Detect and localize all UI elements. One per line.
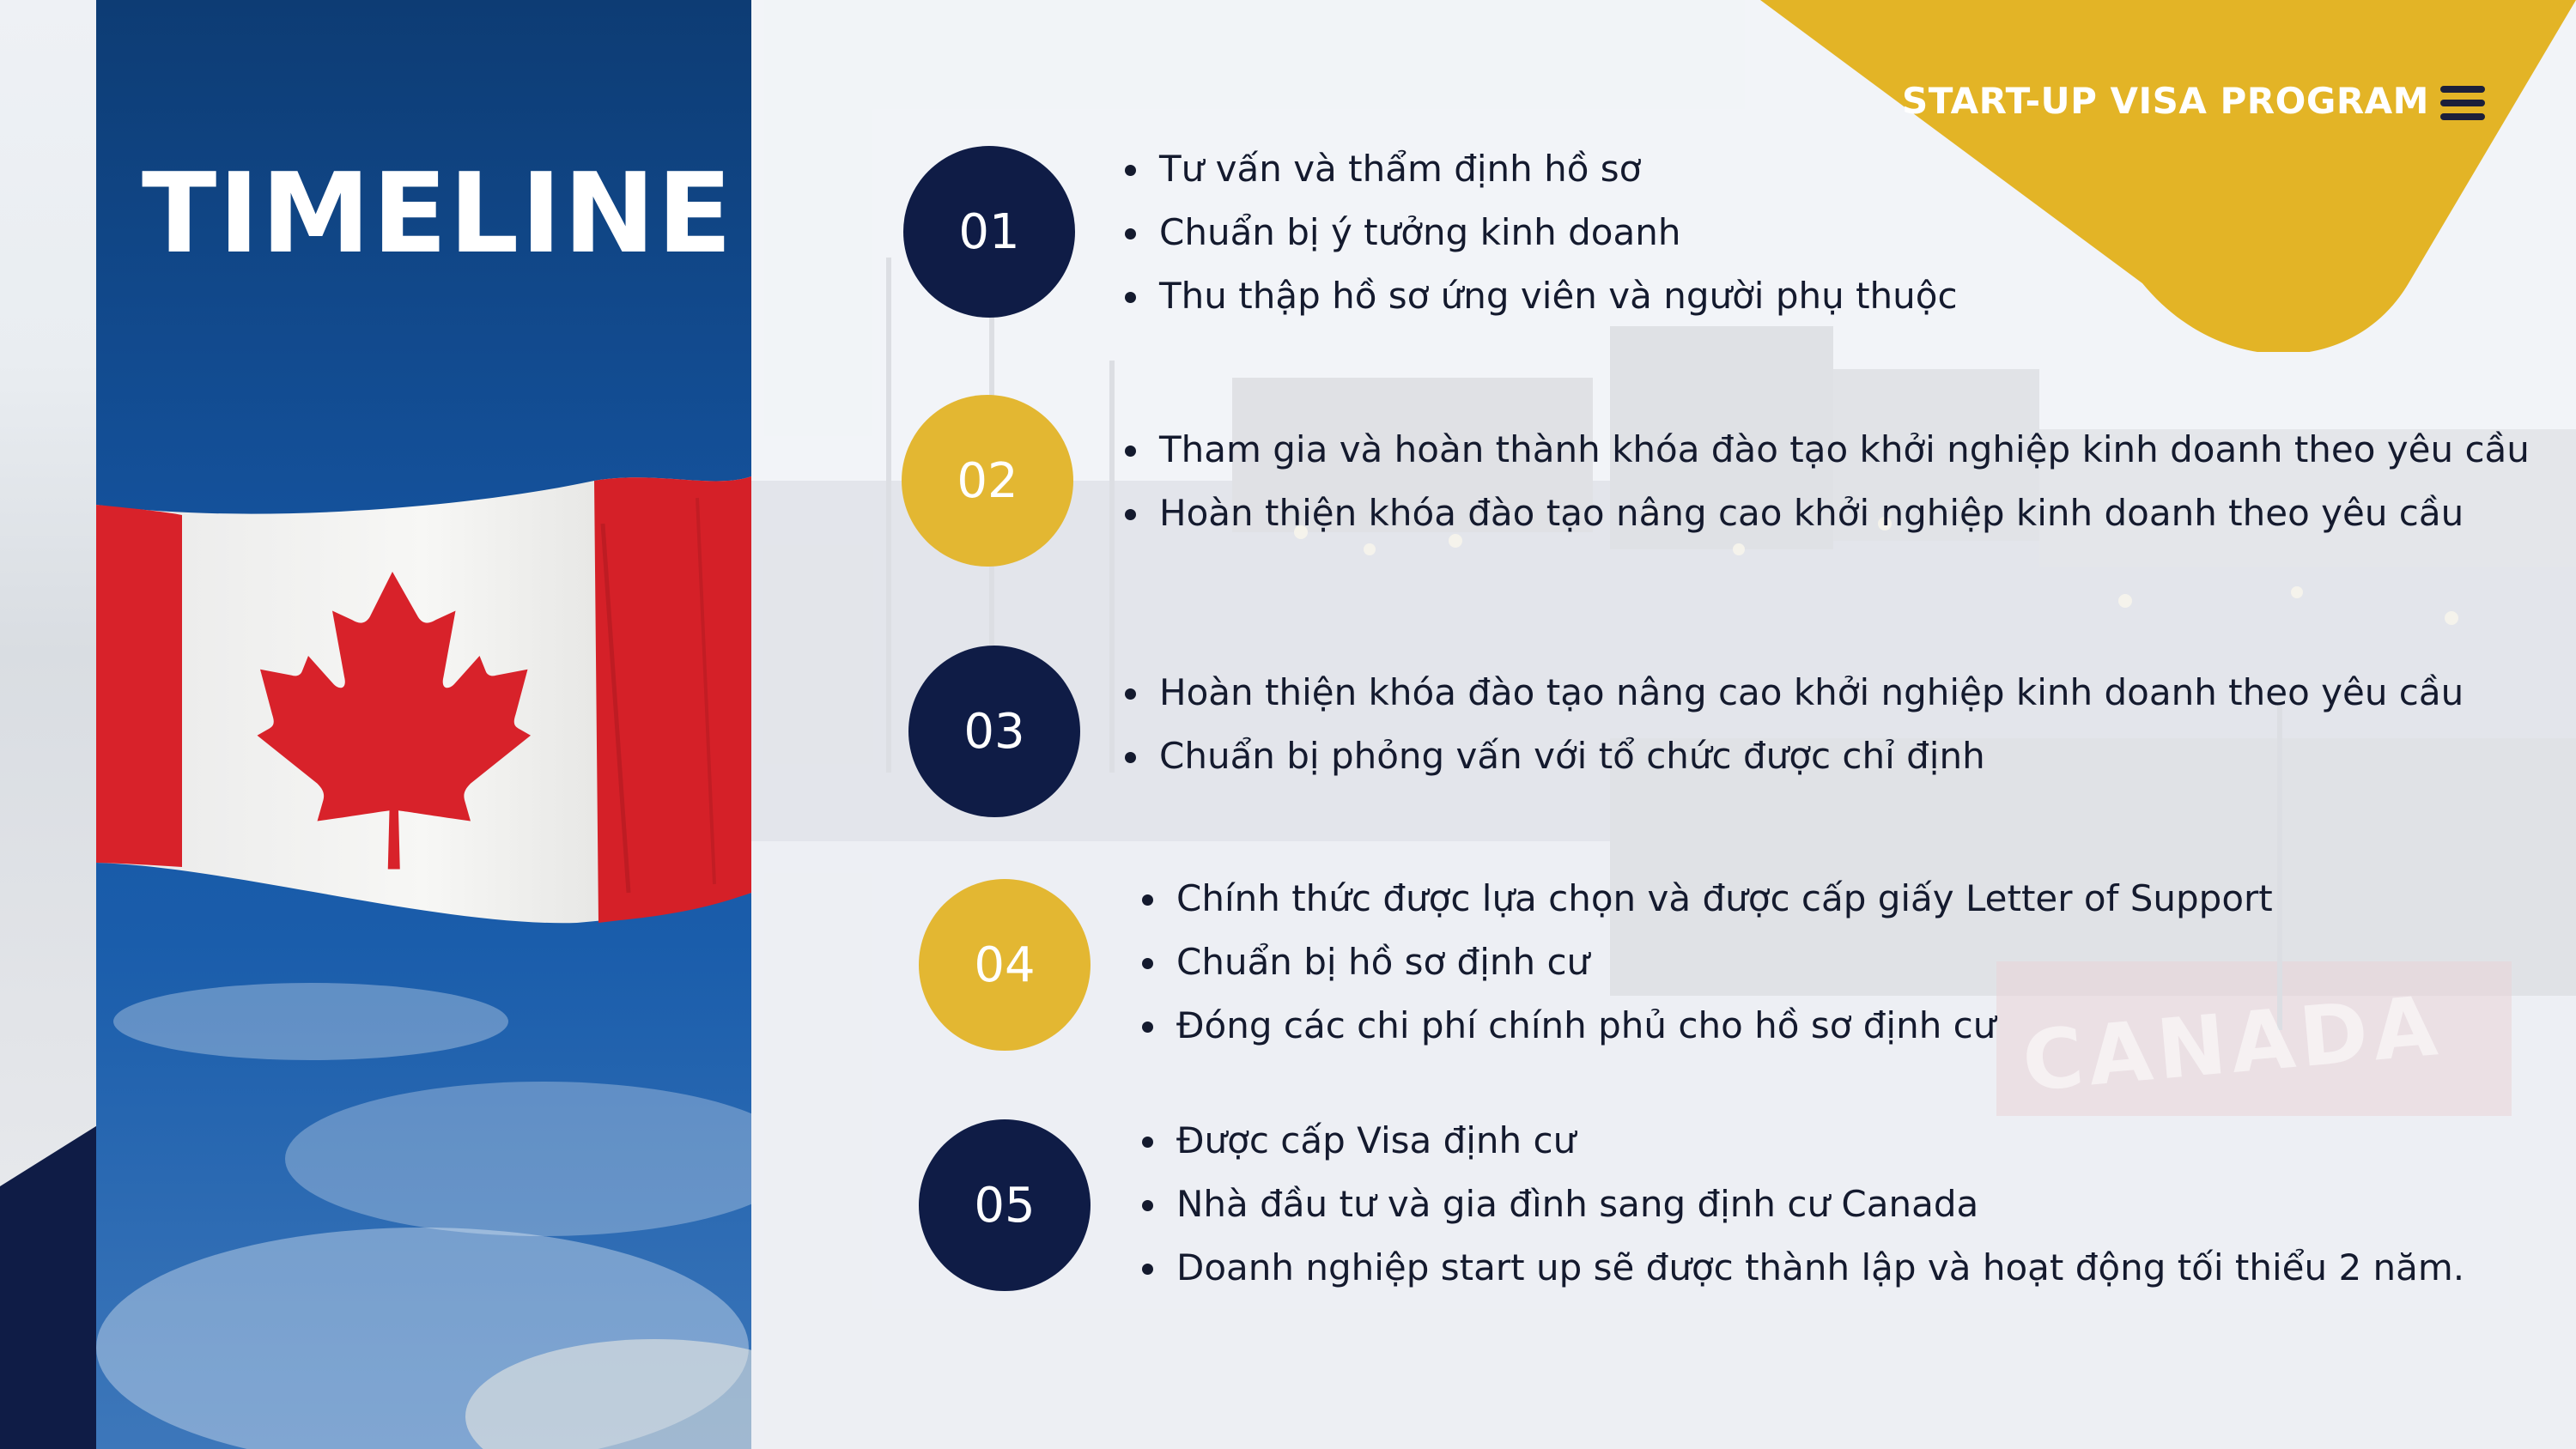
list-item: Nhà đầu tư và gia đình sang định cư Canada [1140,1173,2464,1236]
step-04-circle [919,879,1091,1051]
list-item: Chuẩn bị phỏng vấn với tổ chức được chỉ định [1123,724,2464,788]
step-04-list [1140,867,2273,1058]
step-02-number: 02 [957,452,1018,509]
step-03-number: 03 [963,703,1025,760]
list-item: Tham gia và hoàn thành khóa đào tạo khởi nghiệp kinh doanh theo yêu cầu [1123,418,2530,482]
clouds [96,901,751,1449]
list-item: Doanh nghiệp start up sẽ được thành lập và hoạt động tối thiểu 2 năm. [1140,1236,2464,1300]
list-item: Chuẩn bị hồ sơ định cư [1140,931,2273,994]
canadian-flag [96,446,751,944]
slide-title: TIMELINE [142,150,734,278]
step-03-list [1123,661,2464,788]
list-item: Đóng các chi phí chính phủ cho hồ sơ định cư [1140,994,2273,1058]
step-01-circle [903,146,1075,318]
list-item: Tư vấn và thẩm định hồ sơ [1123,137,1958,201]
step-02-circle [902,395,1073,567]
step-03-circle [908,646,1080,817]
list-item: Chuẩn bị ý tưởng kinh doanh [1123,201,1958,264]
step-01-number: 01 [958,203,1020,260]
list-item: Hoàn thiện khóa đào tạo nâng cao khởi nghiệp kinh doanh theo yêu cầu [1123,482,2530,545]
step-04-number: 04 [974,937,1036,993]
step-05-circle [919,1119,1091,1291]
step-02-list [1123,418,2530,545]
step-05-list [1140,1109,2464,1300]
step-01-list [1123,137,1958,328]
program-title: START-UP VISA PROGRAM [1902,80,2429,122]
list-item: Chính thức được lựa chọn và được cấp giấy Letter of Support [1140,867,2273,931]
hamburger-menu-icon[interactable] [2440,86,2485,120]
list-item: Thu thập hồ sơ ứng viên và người phụ thuộc [1123,264,1958,328]
list-item: Hoàn thiện khóa đào tạo nâng cao khởi nghiệp kinh doanh theo yêu cầu [1123,661,2464,724]
step-05-number: 05 [974,1177,1036,1234]
list-item: Được cấp Visa định cư [1140,1109,2464,1173]
canada-sign-text: CANADA [2019,977,2446,1111]
left-navy-wedge [0,1125,99,1449]
